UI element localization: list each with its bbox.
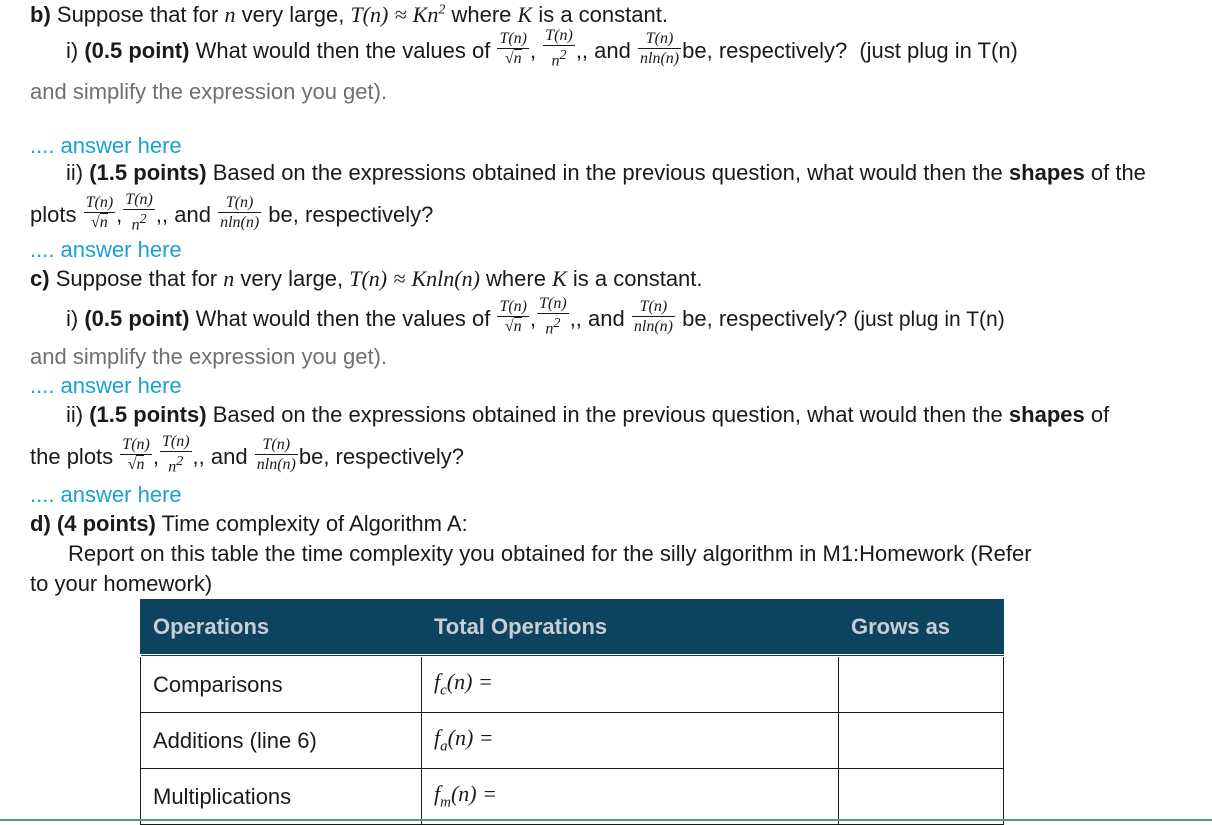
math-n: n xyxy=(223,266,235,291)
table-row xyxy=(141,656,1004,713)
table-row xyxy=(141,713,1004,769)
f-arg: (n) = xyxy=(446,669,493,695)
part-b-text-mid: very large, xyxy=(241,2,345,27)
plots-word: plots xyxy=(30,201,77,227)
fraction-tn-sqrtn xyxy=(497,297,529,336)
part-d-heading xyxy=(30,511,468,537)
part-b-ii-prefix: ii) xyxy=(66,160,84,185)
part-b-i-prefix: i) xyxy=(66,37,79,63)
comma: ,, xyxy=(155,201,169,227)
frac-num: T(n) xyxy=(638,29,681,49)
frac-num: T(n) xyxy=(218,193,261,213)
cell-grows-as[interactable] xyxy=(839,656,1004,713)
frac-exp: 2 xyxy=(176,454,184,469)
and-text: and xyxy=(210,443,248,469)
frac-num: T(n) xyxy=(125,191,153,208)
part-c-i-points: (0.5 point) xyxy=(84,305,190,331)
frac-den: n xyxy=(99,213,108,231)
math-tn: T(n) xyxy=(349,266,388,291)
part-b-i-after: be, respectively? xyxy=(682,37,848,63)
frac-num: T(n) xyxy=(632,297,675,317)
table-row xyxy=(141,769,1004,825)
part-c-ii-text: Based on the expressions obtained in the previous question, what would then the xyxy=(212,402,1003,427)
f-symbol: f xyxy=(434,725,441,751)
plots-word: the plots xyxy=(30,443,114,469)
part-c-ii-prefix: ii) xyxy=(66,402,84,427)
part-c-text-where: where xyxy=(486,266,546,291)
part-c-i-after: be, respectively? xyxy=(682,305,848,331)
fraction-tn-n2 xyxy=(543,26,575,70)
part-b-i-points: (0.5 point) xyxy=(84,37,190,63)
part-c-text-tail: is a constant. xyxy=(572,266,703,291)
part-b-i-cont: and simplify the expression you get). xyxy=(30,79,388,104)
comma: ,, xyxy=(569,305,582,331)
comma: , xyxy=(116,201,123,227)
answer-placeholder[interactable]: .... answer here xyxy=(30,482,182,507)
part-b-label: b) xyxy=(30,2,51,27)
frac-num: T(n) xyxy=(499,297,527,315)
frac-den: n xyxy=(513,49,522,67)
fraction-tn-n2 xyxy=(537,294,569,338)
cell-grows-as[interactable] xyxy=(839,769,1004,825)
answer-placeholder[interactable]: .... answer here xyxy=(30,133,182,158)
part-c-ii-of: of xyxy=(1090,402,1110,427)
part-b-text-where: where xyxy=(451,2,512,27)
f-arg: (n) = xyxy=(450,781,497,807)
fraction-tn-nlnn xyxy=(255,435,298,474)
part-c-ii xyxy=(66,402,1109,428)
f-subscript: a xyxy=(440,738,448,755)
cell-total[interactable] xyxy=(422,656,839,713)
math-knlnn: Knln(n) xyxy=(411,266,480,291)
comma: , xyxy=(530,37,537,63)
part-c-ii-after: be, respectively? xyxy=(298,443,464,469)
frac-num: T(n) xyxy=(85,193,114,211)
part-b-i-text: What would then the values of xyxy=(195,37,491,63)
and-text: and xyxy=(594,37,631,63)
cell-operation: Multiplications xyxy=(141,769,422,825)
f-subscript: c xyxy=(440,682,447,699)
part-c-text-mid: very large, xyxy=(240,266,344,291)
frac-num: T(n) xyxy=(161,433,190,450)
page-bottom-rule xyxy=(0,819,1212,821)
shapes-word: shapes xyxy=(1008,402,1085,427)
complexity-table xyxy=(140,599,1004,825)
cell-total[interactable] xyxy=(422,713,839,769)
part-d-title: Time complexity of Algorithm A: xyxy=(161,511,468,536)
frac-exp: 2 xyxy=(139,212,147,227)
part-c-label: c) xyxy=(30,266,50,291)
part-b-ii-text: Based on the expressions obtained in the previous question, what would then the xyxy=(212,160,1003,185)
fraction-tn-sqrtn xyxy=(84,193,116,232)
part-d-desc: Report on this table the time complexity you obtained for the silly algorithm in M1:Homework (Refer xyxy=(68,541,1032,566)
part-b-i xyxy=(66,27,1018,74)
part-d-label: d) xyxy=(30,511,51,536)
frac-den: n xyxy=(168,458,177,476)
fraction-tn-sqrtn xyxy=(497,29,529,68)
frac-den: n xyxy=(131,216,140,234)
header-operations: Operations xyxy=(141,600,422,656)
math-n: n xyxy=(224,2,236,27)
and-text: and xyxy=(588,305,625,331)
comma: , xyxy=(152,443,159,469)
frac-den: n xyxy=(136,455,145,473)
f-subscript: m xyxy=(440,794,451,811)
part-c-ii-line2 xyxy=(30,433,464,480)
f-symbol: f xyxy=(434,781,441,807)
part-b-heading xyxy=(30,2,668,28)
shapes-word: shapes xyxy=(1008,160,1085,185)
frac-num: T(n) xyxy=(122,435,150,453)
part-c-i xyxy=(66,295,1005,342)
frac-den: nln(n) xyxy=(640,49,680,67)
header-grows-as: Grows as xyxy=(839,600,1004,656)
part-b-i-note: (just plug in T(n) xyxy=(859,37,1018,63)
part-b-ii xyxy=(66,160,1146,186)
f-symbol: f xyxy=(434,669,441,695)
part-b-ii-line2 xyxy=(30,191,434,238)
answer-placeholder[interactable]: .... answer here xyxy=(30,373,182,398)
and-text: and xyxy=(174,201,211,227)
math-tn: T(n) xyxy=(350,2,389,27)
part-b-ii-points: (1.5 points) xyxy=(89,160,207,185)
table-header-row xyxy=(141,600,1004,656)
frac-num: T(n) xyxy=(499,29,527,47)
frac-den: nln(n) xyxy=(256,455,296,473)
frac-den: nln(n) xyxy=(633,317,673,335)
frac-den: nln(n) xyxy=(220,213,260,231)
math-kn: Kn xyxy=(412,2,439,27)
fraction-tn-sqrtn xyxy=(120,435,152,474)
sqrt-sign: √ xyxy=(127,455,137,473)
part-c-ii-points: (1.5 points) xyxy=(89,402,207,427)
frac-den: n xyxy=(545,320,554,338)
frac-exp: 2 xyxy=(559,48,567,63)
fraction-tn-n2 xyxy=(160,432,192,476)
comma: ,, xyxy=(575,37,589,63)
fraction-tn-nlnn xyxy=(218,193,261,232)
cell-grows-as[interactable] xyxy=(839,713,1004,769)
part-d-points: (4 points) xyxy=(56,511,156,536)
frac-exp: 2 xyxy=(553,316,561,331)
part-b-ii-of: of the xyxy=(1090,160,1146,185)
part-c-i-cont: and simplify the expression you get). xyxy=(30,344,388,369)
part-b-text-tail: is a constant. xyxy=(538,2,668,27)
math-exp: 2 xyxy=(438,2,446,18)
part-b-text: Suppose that for xyxy=(56,2,219,27)
frac-num: T(n) xyxy=(255,435,298,455)
part-c-i-text: What would then the values of xyxy=(195,305,491,331)
part-b-ii-after: be, respectively? xyxy=(268,201,434,227)
sqrt-sign: √ xyxy=(504,317,514,335)
comma: ,, xyxy=(192,443,205,469)
math-approx: ≈ xyxy=(393,266,406,291)
fraction-tn-n2 xyxy=(123,190,155,234)
comma: , xyxy=(530,305,537,331)
header-total-operations: Total Operations xyxy=(422,600,839,656)
f-arg: (n) = xyxy=(447,725,494,751)
frac-num: T(n) xyxy=(545,27,573,44)
cell-total[interactable] xyxy=(422,769,839,825)
frac-num: T(n) xyxy=(539,295,567,312)
cell-operation: Additions (line 6) xyxy=(141,713,422,769)
cell-operation: Comparisons xyxy=(141,656,422,713)
part-d-desc-cont: to your homework) xyxy=(30,571,213,596)
part-c-text: Suppose that for xyxy=(55,266,218,291)
part-c-i-prefix: i) xyxy=(66,305,79,331)
math-k: K xyxy=(552,266,567,291)
math-approx: ≈ xyxy=(394,2,407,27)
fraction-tn-nlnn xyxy=(638,29,681,68)
part-c-heading xyxy=(30,266,703,292)
sqrt-sign: √ xyxy=(504,49,514,67)
frac-den: n xyxy=(551,52,560,70)
sqrt-sign: √ xyxy=(91,213,100,231)
math-k: K xyxy=(517,2,533,27)
part-c-i-note: (just plug in T(n) xyxy=(853,307,1005,331)
frac-den: n xyxy=(513,317,522,335)
answer-placeholder[interactable]: .... answer here xyxy=(30,237,182,262)
fraction-tn-nlnn xyxy=(632,297,675,336)
